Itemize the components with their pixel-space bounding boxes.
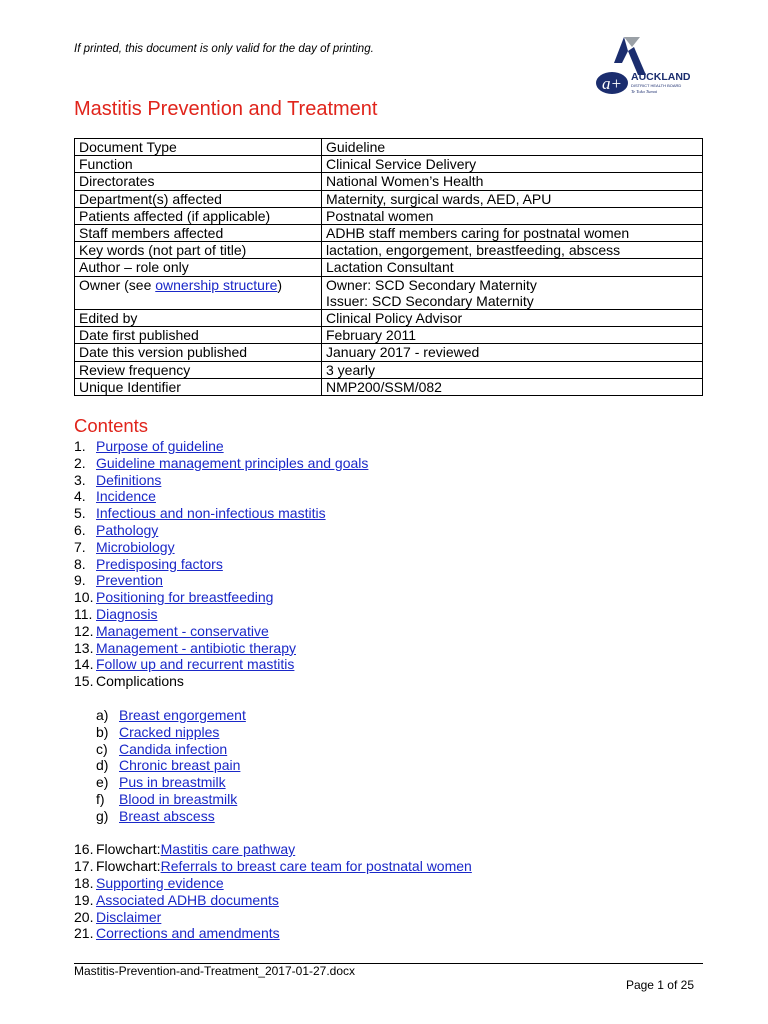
metadata-key: Department(s) affected [75, 190, 322, 207]
metadata-row [75, 361, 703, 378]
metadata-key: Date this version published [75, 344, 322, 361]
owner-value: Owner: SCD Secondary Maternity [326, 276, 537, 293]
complication-item [74, 791, 246, 808]
flowchart-prefix: Flowchart: [96, 857, 161, 874]
issuer-value: Issuer: SCD Secondary Maternity [326, 292, 534, 309]
footer-filename: Mastitis-Prevention-and-Treatment_2017-01-27.docx [74, 964, 356, 978]
metadata-value: Clinical Policy Advisor [322, 310, 703, 327]
contents-item [74, 892, 280, 909]
metadata-row-owner [75, 276, 703, 309]
metadata-row [75, 378, 703, 395]
metadata-key: Staff members affected [75, 225, 322, 242]
metadata-key: Date first published [75, 327, 322, 344]
contents-item-link[interactable]: Definitions [96, 471, 162, 488]
contents-item [74, 522, 368, 539]
complication-letter: d) [96, 757, 109, 774]
contents-item [74, 488, 368, 505]
metadata-value: ADHB staff members caring for postnatal women [322, 225, 703, 242]
contents-item-link[interactable]: Predisposing factors [96, 555, 223, 572]
contents-item-number: 17. [74, 857, 94, 874]
metadata-value: National Women’s Health [322, 173, 703, 190]
contents-item-number: 13. [74, 639, 94, 656]
contents-item [74, 589, 368, 606]
metadata-key: Function [75, 156, 322, 173]
metadata-key: Unique Identifier [75, 378, 322, 395]
metadata-value: Maternity, surgical wards, AED, APU [322, 190, 703, 207]
contents-item-link[interactable]: Incidence [96, 488, 156, 505]
contents-item-number: 5. [74, 505, 86, 522]
ownership-structure-link[interactable]: ownership structure [155, 276, 278, 293]
contents-item [74, 505, 368, 522]
complication-item [74, 774, 246, 791]
metadata-value: Postnatal women [322, 207, 703, 224]
complication-link[interactable]: Blood in breastmilk [119, 790, 238, 807]
owner-key-suffix: ) [277, 276, 283, 293]
contents-item-number: 15. [74, 673, 94, 689]
contents-item [74, 673, 184, 690]
metadata-row [75, 344, 703, 361]
contents-item [74, 623, 368, 640]
metadata-row [75, 259, 703, 276]
contents-item [74, 875, 280, 892]
logo-sub: DISTRICT HEALTH BOARD [631, 83, 682, 88]
contents-item [74, 909, 280, 926]
contents-item-number: 8. [74, 555, 86, 572]
contents-item-link[interactable]: Management - conservative [96, 622, 269, 639]
flowchart-link[interactable]: Mastitis care pathway [160, 841, 296, 857]
contents-item-link[interactable]: Supporting evidence [96, 875, 224, 891]
document-title: Mastitis Prevention and Treatment [74, 98, 378, 120]
contents-item [74, 539, 368, 556]
contents-item [74, 438, 368, 455]
metadata-value: 3 yearly [322, 361, 703, 378]
metadata-row [75, 327, 703, 344]
auckland-dhb-logo [594, 35, 702, 97]
contents-item-number: 6. [74, 521, 86, 538]
logo-mark: a+ [602, 74, 622, 93]
complication-link[interactable]: Pus in breastmilk [119, 774, 226, 791]
metadata-value: Clinical Service Delivery [322, 156, 703, 173]
metadata-row [75, 242, 703, 259]
contents-item [74, 640, 368, 657]
complication-link[interactable]: Candida infection [119, 740, 228, 757]
owner-key-prefix: Owner (see [79, 276, 156, 293]
complication-link[interactable]: Chronic breast pain [119, 757, 241, 774]
complications-sublist [74, 707, 246, 825]
logo-tagline: Te Toka Tumai [631, 89, 658, 94]
contents-item-link[interactable]: Diagnosis [96, 605, 158, 622]
contents-item [74, 572, 368, 589]
contents-item-link[interactable]: Pathology [96, 521, 159, 538]
contents-item [74, 841, 472, 858]
complication-letter: b) [96, 723, 109, 740]
contents-item [74, 606, 368, 623]
contents-item-link[interactable]: Microbiology [96, 538, 175, 555]
contents-item-number: 10. [74, 589, 94, 606]
contents-item-link[interactable]: Positioning for breastfeeding [96, 589, 274, 606]
complication-letter: e) [96, 774, 109, 791]
complication-item [74, 808, 246, 825]
metadata-row [75, 139, 703, 156]
contents-item-link[interactable]: Follow up and recurrent mastitis [96, 656, 295, 673]
metadata-key: Author – role only [75, 259, 322, 276]
metadata-key: Review frequency [75, 361, 322, 378]
contents-heading: Contents [74, 415, 149, 436]
contents-item-number: 2. [74, 454, 86, 471]
contents-item-number: 21. [74, 925, 94, 942]
contents-flowcharts [74, 841, 472, 875]
metadata-row [75, 173, 703, 190]
metadata-value: January 2017 - reviewed [322, 344, 703, 361]
contents-item-link[interactable]: Guideline management principles and goals [96, 454, 369, 471]
contents-item-link[interactable]: Prevention [96, 572, 163, 589]
contents-item-link[interactable]: Purpose of guideline [96, 438, 224, 454]
contents-item-number: 19. [74, 891, 94, 908]
contents-complications [74, 673, 184, 690]
complication-letter: a) [96, 707, 109, 723]
metadata-row [75, 225, 703, 242]
flowchart-link[interactable]: Referrals to breast care team for postnatal women [160, 857, 472, 874]
metadata-row [75, 207, 703, 224]
complication-link[interactable]: Breast engorgement [119, 707, 246, 723]
metadata-row [75, 310, 703, 327]
metadata-value: lactation, engorgement, breastfeeding, abscess [322, 242, 703, 259]
complication-letter: c) [96, 740, 108, 757]
contents-item-number: 18. [74, 875, 94, 891]
metadata-key: Patients affected (if applicable) [75, 207, 322, 224]
metadata-key: Document Type [75, 139, 322, 156]
contents-item-number: 20. [74, 908, 94, 925]
contents-item-link[interactable]: Associated ADHB documents [96, 891, 279, 908]
contents-item [74, 858, 472, 875]
contents-item [74, 556, 368, 573]
contents-item-number: 4. [74, 488, 86, 505]
contents-item-number: 1. [74, 438, 86, 454]
contents-list [74, 438, 368, 673]
metadata-value: NMP200/SSM/082 [322, 378, 703, 395]
contents-item-number: 12. [74, 622, 94, 639]
contents-item-number: 14. [74, 656, 94, 673]
contents-item-number: 9. [74, 572, 86, 589]
contents-item-number: 7. [74, 538, 86, 555]
complication-letter: f) [96, 790, 105, 807]
contents-item-link[interactable]: Corrections and amendments [96, 925, 280, 942]
complication-item [74, 757, 246, 774]
contents-item [74, 925, 280, 942]
metadata-value: Lactation Consultant [322, 259, 703, 276]
metadata-key [75, 276, 322, 309]
metadata-key: Edited by [75, 310, 322, 327]
metadata-row [75, 156, 703, 173]
metadata-key: Directorates [75, 173, 322, 190]
metadata-row [75, 190, 703, 207]
flowchart-prefix: Flowchart: [96, 841, 161, 857]
contents-item-number: 16. [74, 841, 94, 857]
contents-item-label: Complications [96, 673, 184, 689]
metadata-value: February 2011 [322, 327, 703, 344]
metadata-value [322, 276, 703, 309]
contents-list-end [74, 875, 280, 942]
contents-item-link[interactable]: Infectious and non-infectious mastitis [96, 505, 326, 522]
contents-item-link[interactable]: Disclaimer [96, 908, 162, 925]
complication-link[interactable]: Breast abscess [119, 807, 215, 824]
complication-link[interactable]: Cracked nipples [119, 723, 220, 740]
logo-name: AUCKLAND [631, 71, 691, 83]
contents-item-link[interactable]: Management - antibiotic therapy [96, 639, 296, 656]
contents-item [74, 472, 368, 489]
contents-item-number: 3. [74, 471, 86, 488]
document-metadata-table [74, 138, 703, 396]
complication-item [74, 707, 246, 724]
page-number: Page 1 of 25 [625, 978, 694, 992]
contents-item-number: 11. [74, 605, 93, 622]
complication-letter: g) [96, 807, 109, 824]
complication-item [74, 741, 246, 758]
contents-item [74, 455, 368, 472]
metadata-value: Guideline [322, 139, 703, 156]
contents-item [74, 656, 368, 673]
print-validity-note: If printed, this document is only valid for the day of printing. [74, 43, 374, 55]
metadata-key: Key words (not part of title) [75, 242, 322, 259]
complication-item [74, 724, 246, 741]
